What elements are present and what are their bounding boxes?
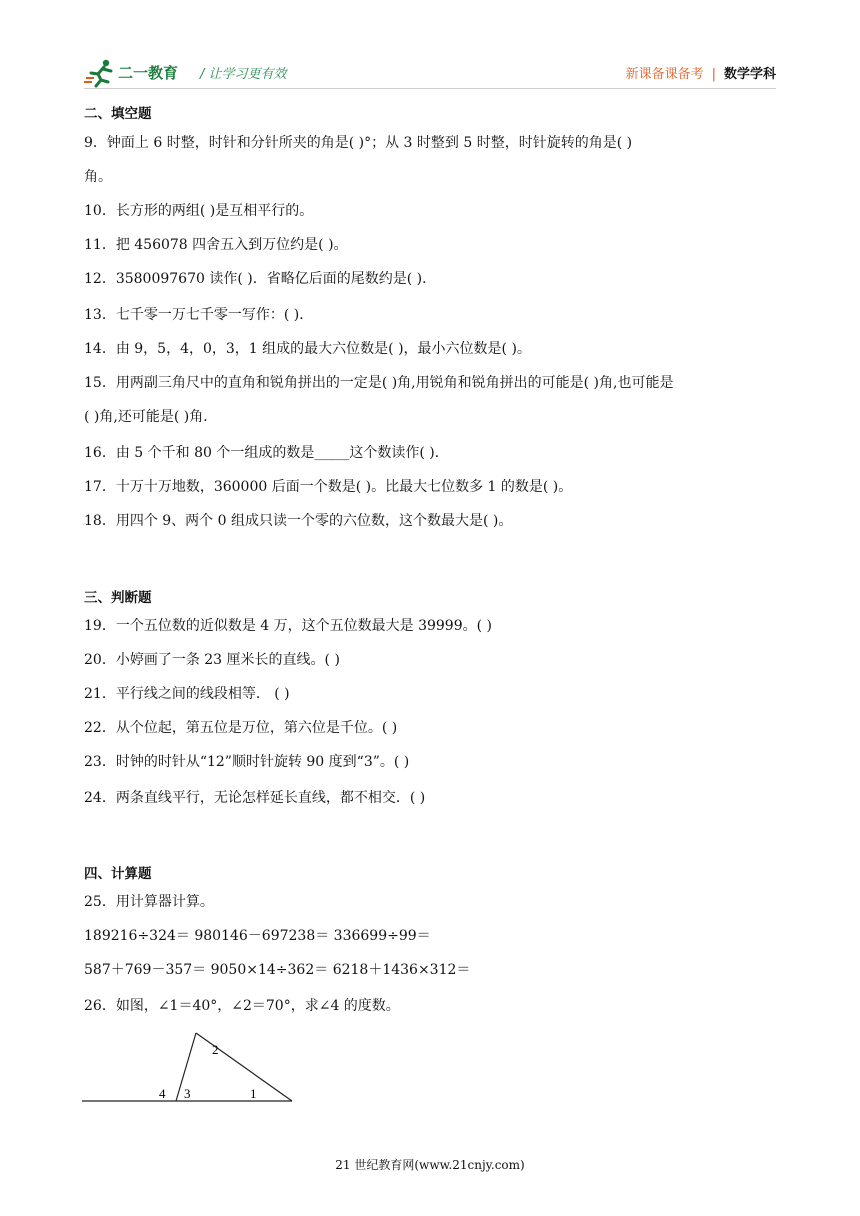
question-25: 25．用计算器计算。	[84, 894, 214, 910]
question-21: 21．平行线之间的线段相等． ( )	[84, 686, 290, 702]
subject-label: 数学学科	[723, 67, 776, 82]
question-15: 15．用两副三角尺中的直角和锐角拼出的一定是( )角,用锐角和锐角拼出的可能是( )角,也可能是	[84, 375, 674, 391]
header-separator: |	[711, 67, 716, 82]
question-26: 26．如图，∠1＝40°，∠2＝70°，求∠4 的度数。	[84, 998, 400, 1014]
question-22: 22．从个位起，第五位是万位，第六位是千位。( )	[84, 720, 398, 736]
slogan: / 让学习更有效	[200, 67, 287, 82]
question-19: 19．一个五位数的近似数是 4 万，这个五位数最大是 39999。( )	[84, 618, 492, 634]
site-logo	[84, 58, 194, 88]
question-20: 20．小婷画了一条 23 厘米长的直线。( )	[84, 652, 340, 668]
header-right	[626, 63, 776, 82]
calc-row-2: 587＋769－357＝ 9050×14÷362＝ 6218＋1436×312＝	[84, 962, 471, 978]
section-title-judge: 三、判断题	[84, 590, 152, 606]
question-16: 16．由 5 个千和 80 个一组成的数是_____这个数读作( )．	[84, 445, 449, 461]
angle-2-label: 2	[212, 1042, 219, 1057]
triangle-figure	[80, 1028, 300, 1108]
question-17: 17．十万十万地数，360000 后面一个数是( )。比最大七位数多 1 的数是( )。	[84, 479, 573, 495]
question-12: 12．3580097670 读作( )．省略亿后面的尾数约是( )．	[84, 271, 437, 287]
question-9-cont: 角。	[84, 169, 112, 185]
question-13: 13．七千零一万七千零一写作：( )．	[84, 307, 314, 323]
header-divider	[84, 88, 776, 89]
section-title-calc: 四、计算题	[84, 866, 152, 882]
section-title-fill: 二、填空题	[84, 106, 152, 122]
question-9: 9．钟面上 6 时整，时针和分针所夹的角是( )°；从 3 时整到 5 时整，时针旋转的角是( )	[84, 135, 633, 151]
question-11: 11．把 456078 四舍五入到万位约是( )。	[84, 237, 348, 253]
question-24: 24．两条直线平行，无论怎样延长直线，都不相交．( )	[84, 790, 426, 806]
angle-1-label: 1	[250, 1086, 257, 1101]
calc-row-1: 189216÷324＝ 980146－697238＝ 336699÷99＝	[84, 928, 431, 944]
page-header	[84, 58, 776, 88]
triangle-right-side	[196, 1033, 292, 1101]
question-14: 14．由 9，5，4，0，3，1 组成的最大六位数是( )，最小六位数是( )。	[84, 341, 531, 357]
running-man-icon	[84, 58, 118, 88]
question-10: 10．长方形的两组( )是互相平行的。	[84, 203, 314, 219]
angle-3-label: 3	[184, 1086, 191, 1101]
logo-text: 二一教育	[118, 64, 179, 82]
angle-4-label: 4	[159, 1086, 166, 1101]
header-right-label: 新课备课备考	[625, 67, 704, 82]
question-18: 18．用四个 9、两个 0 组成只读一个零的六位数，这个数最大是( )。	[84, 513, 513, 529]
question-23: 23．时钟的时针从“12”顺时针旋转 90 度到“3”。( )	[84, 754, 410, 770]
page-footer: 21 世纪教育网(www.21cnjy.com)	[335, 1158, 525, 1172]
question-15-cont: ( )角,还可能是( )角．	[84, 409, 218, 425]
